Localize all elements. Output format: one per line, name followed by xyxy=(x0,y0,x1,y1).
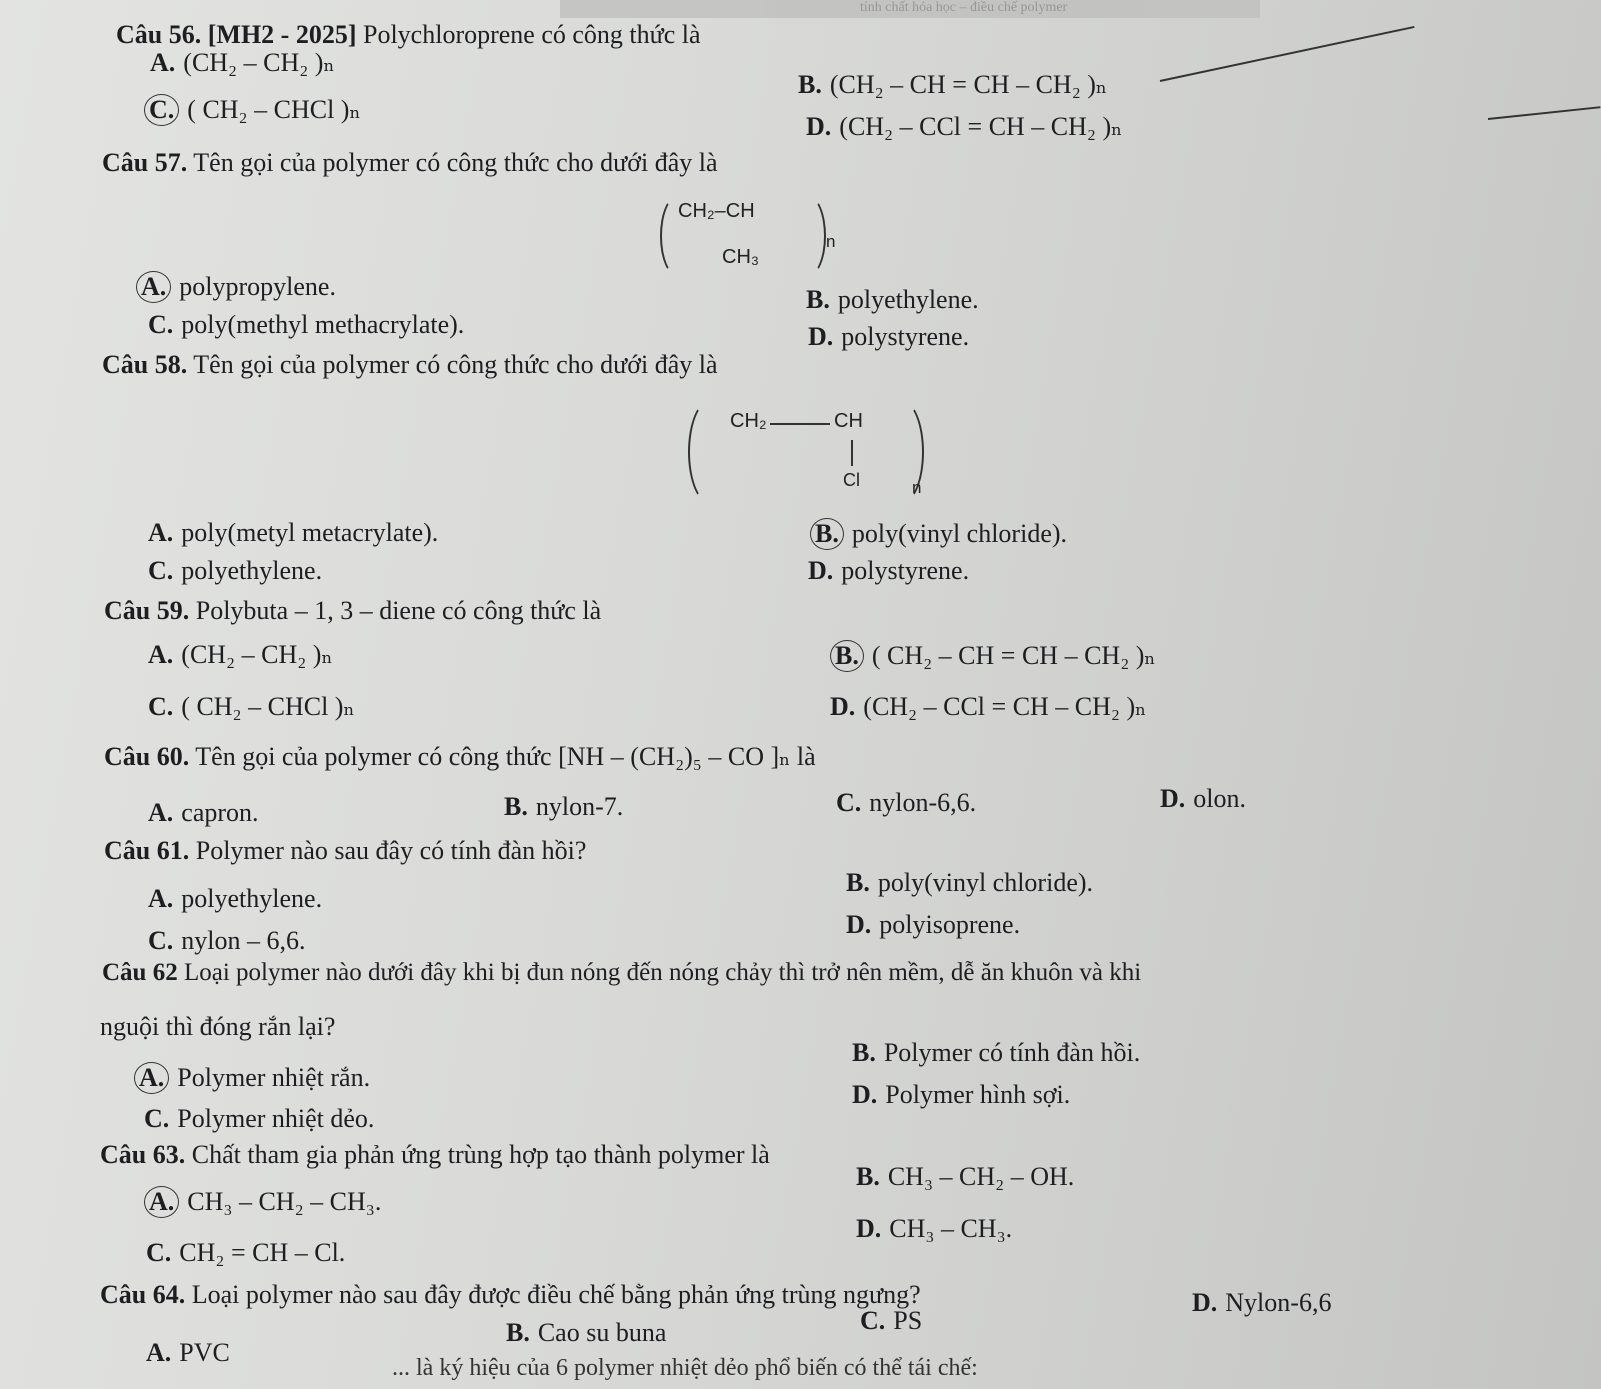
question-62: Câu 62 Loại polymer nào dưới đây khi bị đun nóng đến nóng chảy thì trở nên mềm, dễ ăn khuôn và khi xyxy=(102,959,1142,986)
q58-option-a[interactable]: A. poly(metyl metacrylate). xyxy=(148,518,439,547)
q56-option-a[interactable]: A. (CH₂ – CH₂ )ₙ xyxy=(150,48,335,77)
q60-option-a[interactable]: A. capron. xyxy=(148,798,259,827)
q59-option-b[interactable]: B. ( CH₂ – CH = CH – CH₂ )ₙ xyxy=(830,640,1156,672)
question-64: Câu 64. Loại polymer nào sau đây được điều chế bằng phản ứng trùng ngưng? xyxy=(100,1280,921,1309)
q60-option-c[interactable]: C. nylon-6,6. xyxy=(836,788,977,817)
question-62-cont: nguội thì đóng rắn lại? xyxy=(100,1012,336,1041)
page-header-faded: tính chất hóa học – điều chế polymer xyxy=(560,0,1260,18)
q59-option-c[interactable]: C. ( CH₂ – CHCl )ₙ xyxy=(148,692,355,721)
pencil-mark xyxy=(1488,106,1601,120)
q62-option-d[interactable]: D. Polymer hình sợi. xyxy=(852,1080,1071,1109)
footer-text-cut: ... là ký hiệu của 6 polymer nhiệt dẻo phổ biến có thể tái chế: xyxy=(392,1355,978,1381)
q64-option-d[interactable]: D. Nylon-6,6 xyxy=(1192,1288,1332,1317)
q61-option-a[interactable]: A. polyethylene. xyxy=(148,884,323,913)
q61-option-b[interactable]: B. poly(vinyl chloride). xyxy=(846,868,1094,897)
q60-formula: [NH – (CH₂)₅ – CO ]ₙ xyxy=(558,742,791,771)
q64-option-a[interactable]: A. PVC xyxy=(146,1338,230,1367)
q63-option-c[interactable]: C. CH₂ = CH – Cl. xyxy=(146,1238,346,1267)
q59-option-a[interactable]: A. (CH₂ – CH₂ )ₙ xyxy=(148,640,333,669)
question-59: Câu 59. Polybuta – 1, 3 – diene có công thức là xyxy=(104,596,602,625)
q62-option-a[interactable]: A. Polymer nhiệt rắn. xyxy=(134,1062,370,1094)
q56-option-b[interactable]: B. (CH₂ – CH = CH – CH₂ )ₙ xyxy=(798,70,1108,99)
q58-option-d[interactable]: D. polystyrene. xyxy=(808,556,970,585)
q58-option-c[interactable]: C. polyethylene. xyxy=(148,556,323,585)
question-56: Câu 56. [MH2 - 2025] Polychloroprene có công thức là xyxy=(116,20,701,49)
question-58: Câu 58. Tên gọi của polymer có công thức cho dưới đây là xyxy=(102,350,718,379)
q60-option-d[interactable]: D. olon. xyxy=(1160,784,1247,813)
question-60: Câu 60. Tên gọi của polymer có công thức [NH – (CH₂)₅ – CO ]ₙ là xyxy=(104,742,816,771)
q62-option-c[interactable]: C. Polymer nhiệt dẻo. xyxy=(144,1104,375,1133)
q57-option-d[interactable]: D. polystyrene. xyxy=(808,322,970,351)
q64-option-c[interactable]: C. PS xyxy=(860,1306,923,1335)
q56-option-d[interactable]: D. (CH₂ – CCl = CH – CH₂ )ₙ xyxy=(806,112,1123,141)
q63-option-a[interactable]: A. CH₃ – CH₂ – CH₃. xyxy=(144,1186,381,1218)
question-63: Câu 63. Chất tham gia phản ứng trùng hợp tạo thành polymer là xyxy=(100,1140,770,1169)
q57-option-b[interactable]: B. polyethylene. xyxy=(806,285,979,314)
q56-option-c[interactable]: C. ( CH₂ – CHCl )ₙ xyxy=(144,94,361,126)
question-57: Câu 57. Tên gọi của polymer có công thức cho dưới đây là xyxy=(102,148,718,177)
q57-option-a[interactable]: A. polypropylene. xyxy=(136,271,336,303)
q62-option-b[interactable]: B. Polymer có tính đàn hồi. xyxy=(852,1038,1141,1067)
q61-option-d[interactable]: D. polyisoprene. xyxy=(846,910,1021,939)
q63-option-d[interactable]: D. CH₃ – CH₃. xyxy=(856,1214,1013,1243)
q60-option-b[interactable]: B. nylon-7. xyxy=(504,792,624,821)
q59-option-d[interactable]: D. (CH₂ – CCl = CH – CH₂ )ₙ xyxy=(830,692,1147,721)
question-61: Câu 61. Polymer nào sau đây có tính đàn hồi? xyxy=(104,836,587,865)
q61-option-c[interactable]: C. nylon – 6,6. xyxy=(148,926,306,955)
q58-option-b[interactable]: B. poly(vinyl chloride). xyxy=(810,518,1067,550)
q63-option-b[interactable]: B. CH₃ – CH₂ – OH. xyxy=(856,1162,1075,1191)
pencil-mark xyxy=(1160,26,1415,82)
q57-option-c[interactable]: C. poly(methyl methacrylate). xyxy=(148,310,465,339)
q64-option-b[interactable]: B. Cao su buna xyxy=(506,1318,667,1347)
